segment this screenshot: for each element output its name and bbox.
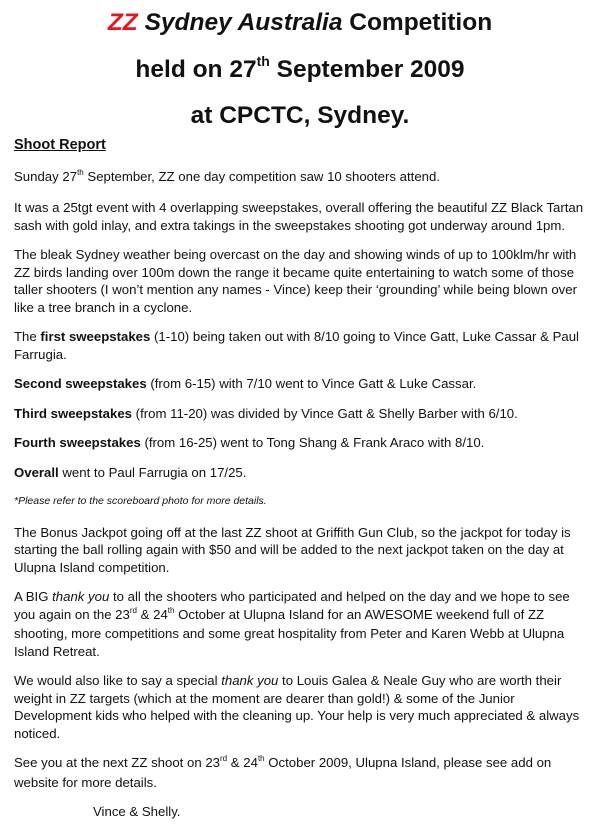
text: to Louis Galea & Neale Guy who are worth their weight in ZZ targets (which at the moment are dearer than gold!) & some of the Junior Development kids who helped with the cleaning up. Your help is very much appreciated & always noticed. [14, 673, 580, 741]
text: (from 6-15) with 7/10 went to Vince Gatt & Luke Cassar. [146, 376, 477, 391]
sweep-fourth [14, 434, 590, 452]
sup: th [77, 167, 84, 177]
report-body [14, 137, 590, 833]
text: to all the shooters who participated and helped on the day and we hope to see you again on the 23 [14, 589, 570, 622]
title-line-2 [0, 53, 600, 83]
text: September, ZZ one day competition saw 10 shooters attend. [83, 168, 440, 184]
title-line-3: at CPCTC, Sydney. [190, 102, 410, 129]
sup: rd [220, 754, 228, 763]
title-line-1 [0, 11, 600, 36]
sweep-first [14, 328, 590, 363]
paragraph-special-thanks [14, 672, 590, 742]
sweep-label: Second sweepstakes [14, 376, 147, 391]
sup: rd [129, 605, 137, 615]
text: We would also like to say a special [14, 673, 222, 688]
text: See you at the next ZZ shoot on 23 [14, 755, 221, 770]
text: Sunday 27 [14, 168, 78, 184]
paragraph-event: It was a 25tgt event with 4 overlapping sweepstakes, overall offering the beautiful ZZ Black Tartan sash with gold inlay, and extra takings in the sweepstakes shooting got underway around 1pm. [14, 200, 584, 233]
zz-brand: ZZ [107, 9, 138, 36]
sweep-second [14, 375, 590, 393]
text-italic: thank you [52, 589, 110, 604]
text: went to Paul Farrugia on 17/25. [58, 464, 247, 480]
sweep-label: first sweepstakes [40, 329, 151, 344]
text: October at Ulupna Island for an AWESOME weekend full of ZZ shooting, more competitions and some great hospitality from Peter and Karen Webb at Ulupna Island Retreat. [14, 606, 565, 659]
text: (from 11-20) was divided by Vince Gatt & Shelly Barber with 6/10. [132, 405, 518, 421]
title-italic: Sydney Australia [144, 9, 343, 36]
text-italic: thank you [221, 673, 279, 688]
text: A BIG [14, 589, 53, 604]
sweep-third [14, 405, 590, 423]
text: (1-10) being taken out with 8/10 going to Vince Gatt, Luke Cassar & Paul Farrugia. [14, 329, 579, 362]
sweep-label: Fourth sweepstakes [14, 435, 141, 450]
text: (from 16-25) went to Tong Shang & Frank Araco with 8/10. [140, 435, 485, 450]
signature: Vince & Shelly. [93, 804, 181, 819]
sweep-label: Overall [14, 464, 59, 480]
text: & 24 [227, 755, 258, 770]
text: & 24 [136, 606, 168, 622]
text: The [14, 329, 41, 344]
paragraph-intro [14, 168, 590, 188]
title-date-pre: held on 27 [135, 56, 257, 83]
text: October 2009, Ulupna Island, please see add on website for more details. [14, 755, 552, 790]
title-date-post: September 2009 [269, 56, 465, 83]
paragraph-weather: The bleak Sydney weather being overcast on the day and showing winds of up to 100klm/hr with ZZ birds landing over 100m down the range it became quite entertaining to watch some of those taller shooters (I won’t mention any names - Vince) keep their ‘grounding’ while being blown over like a tree branch in a cyclone. [14, 247, 577, 315]
sweep-overall [14, 464, 590, 482]
paragraph-next-shoot [14, 754, 590, 791]
title-rest: Competition [342, 9, 493, 36]
paragraph-jackpot: The Bonus Jackpot going off at the last ZZ shoot at Griffith Gun Club, so the jackpot for today is starting the ball rolling again with $50 and will be added to the next jackpot taken on the day at Ulupna Island competition. [14, 524, 571, 575]
title-date-sup: th [256, 53, 270, 69]
section-heading: Shoot Report [14, 137, 106, 153]
sweep-label: Third sweepstakes [14, 405, 133, 421]
sup: th [257, 754, 265, 763]
scoreboard-note: *Please refer to the scoreboard photo for more details. [14, 495, 267, 507]
paragraph-thanks [14, 588, 590, 660]
sup: th [167, 605, 175, 615]
